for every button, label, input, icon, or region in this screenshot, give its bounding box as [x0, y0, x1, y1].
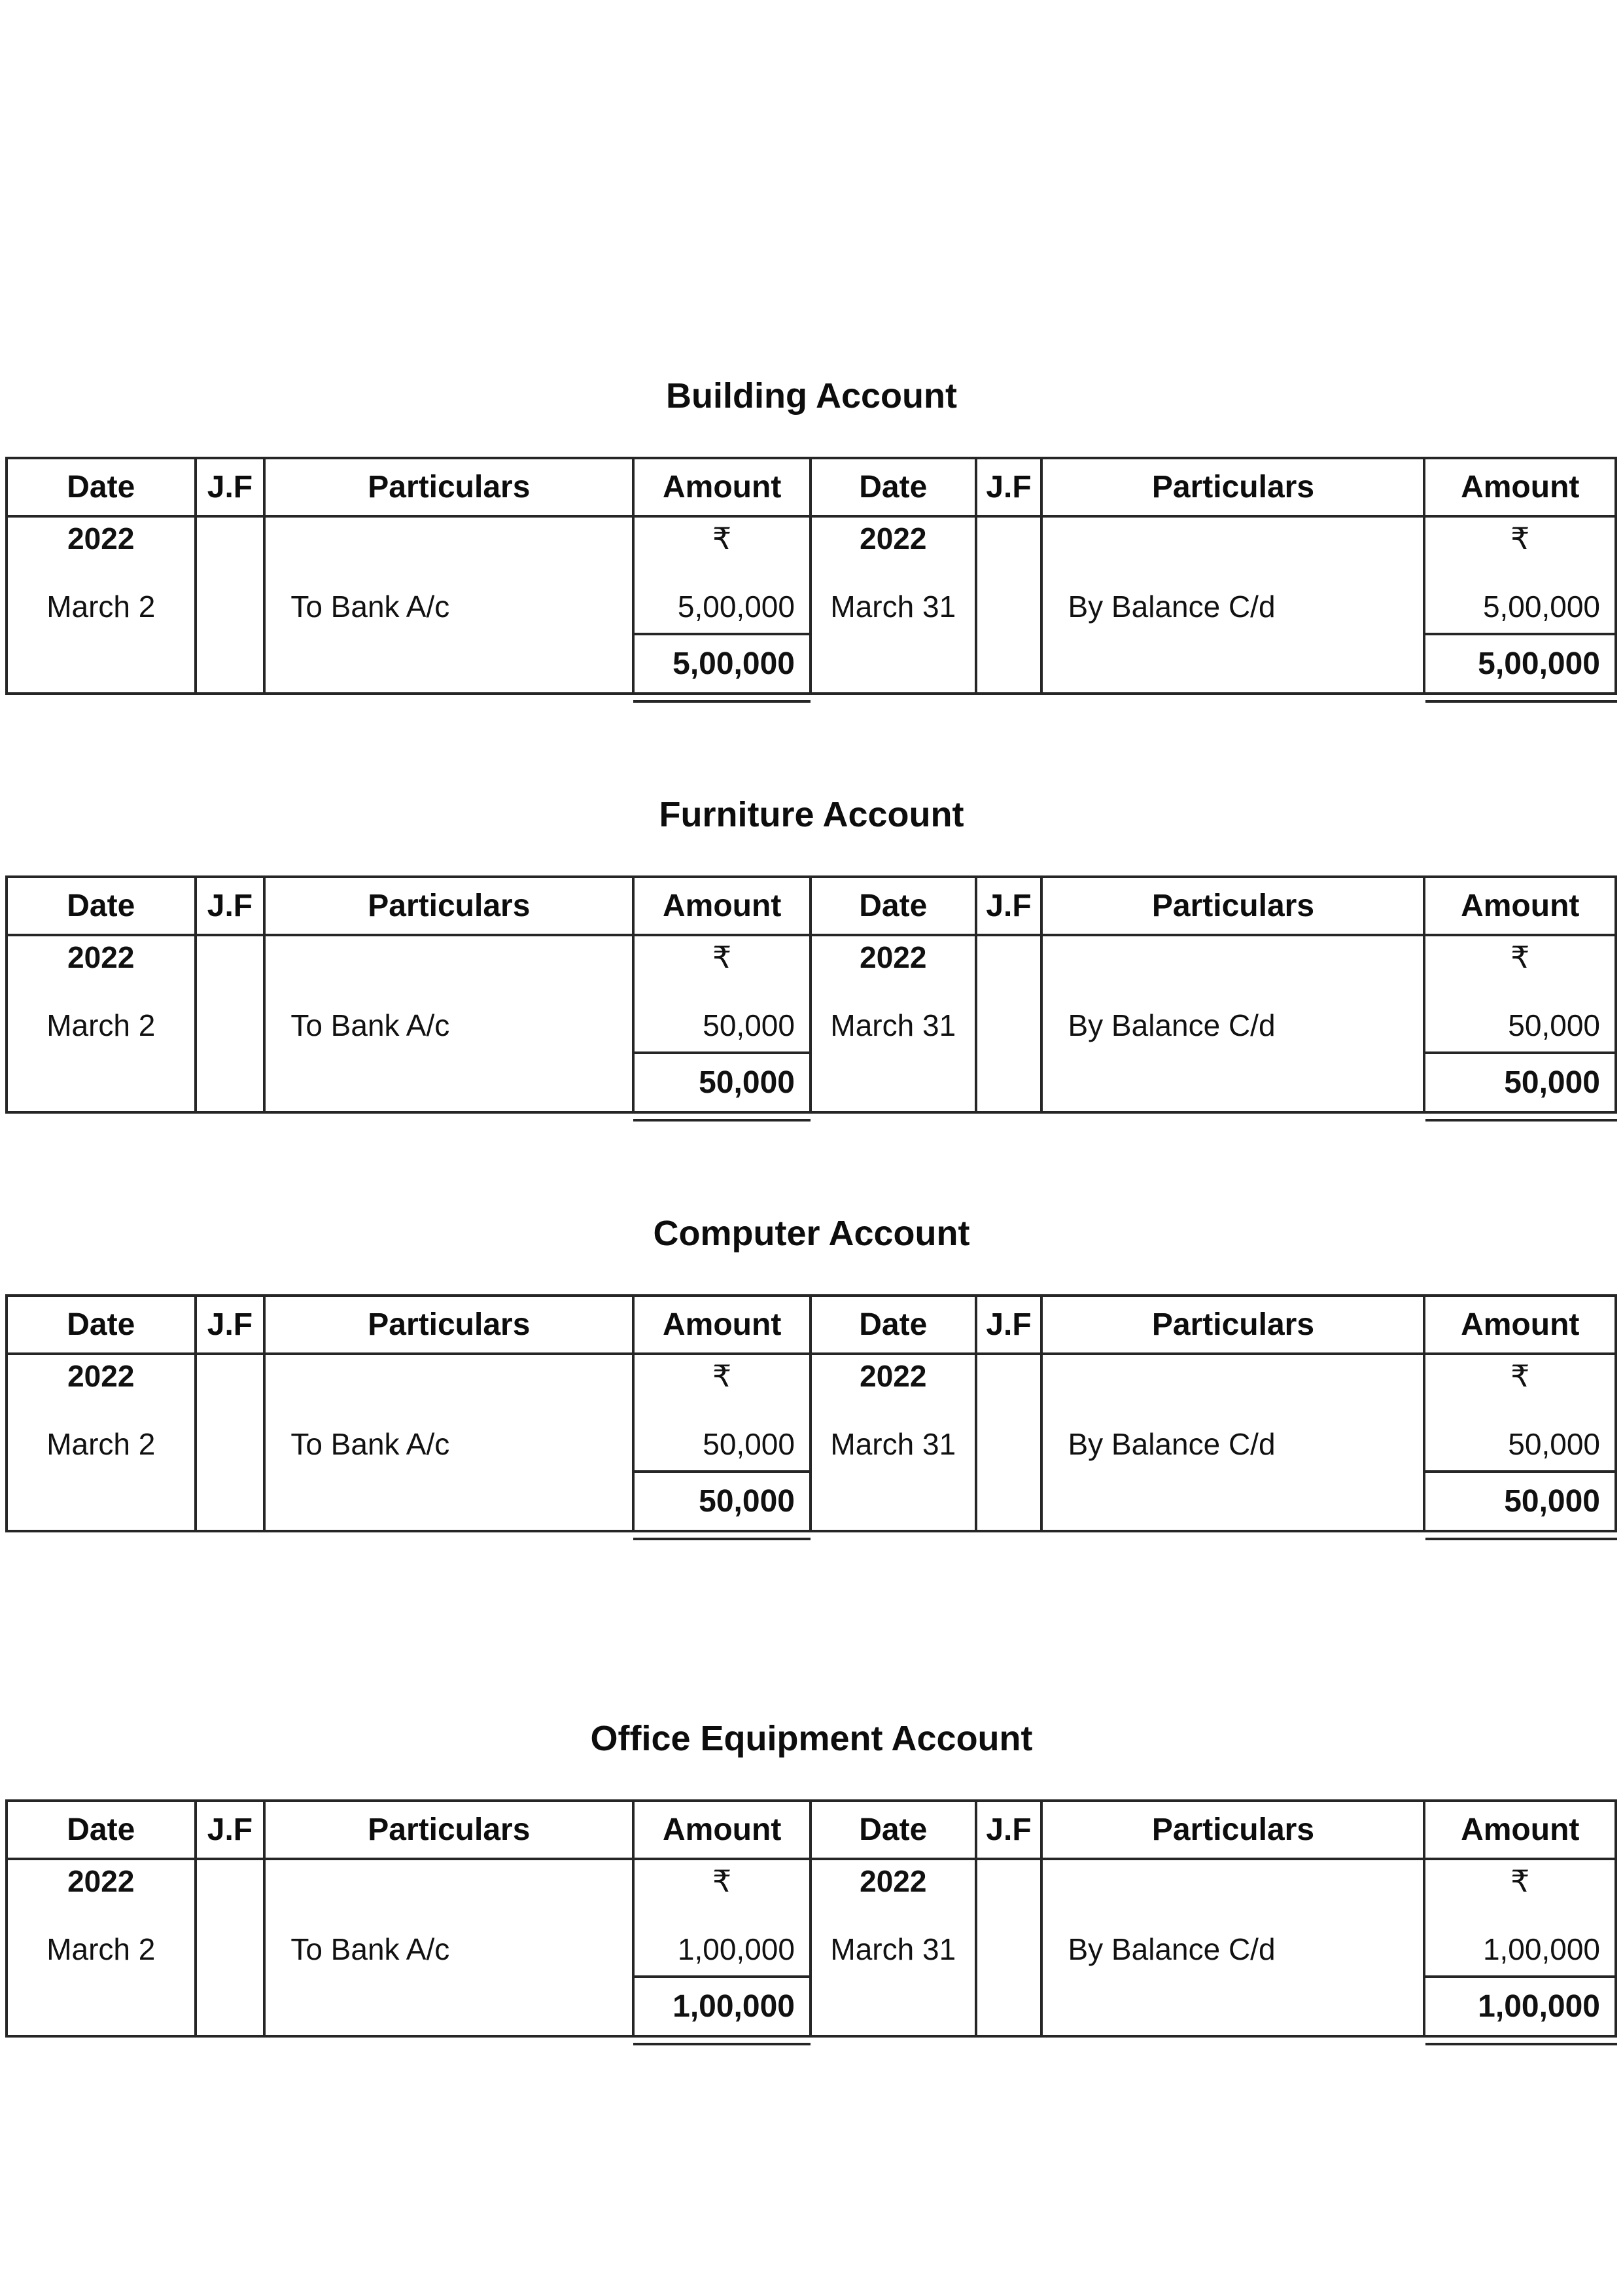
ledger-table: [5, 1799, 1617, 2038]
total-amount-debit: 1,00,000: [633, 1977, 811, 2036]
entry-row: [7, 1859, 1616, 1977]
entry-particulars: To Bank A/c: [290, 1932, 450, 1966]
entry-year: 2022: [860, 521, 927, 556]
col-header-amount-credit: Amount: [1424, 877, 1616, 935]
col-header-particulars-debit: Particulars: [264, 1801, 633, 1859]
blank-line: [1425, 1898, 1614, 1932]
date-cell-debit: [7, 935, 196, 1112]
blank-line: [266, 1359, 632, 1393]
account-section-computer: [0, 1212, 1623, 1532]
entry-date: March 31: [830, 590, 956, 624]
col-header-jf-credit: J.F: [976, 1801, 1042, 1859]
blank-line: [1043, 1393, 1423, 1427]
header-row: [7, 1801, 1616, 1859]
col-header-amount-debit: Amount: [633, 1296, 811, 1354]
entry-date: March 31: [830, 1008, 956, 1042]
amount-cell-credit: [1424, 1859, 1616, 1977]
amount-cell-credit: [1424, 1354, 1616, 1472]
blank-line: [1425, 556, 1614, 590]
total-amount-debit: 50,000: [633, 1472, 811, 1531]
total-amount-credit: 50,000: [1424, 1053, 1616, 1112]
entry-date: March 31: [830, 1427, 956, 1461]
entry-year: 2022: [860, 1864, 927, 1898]
ledger-table-wrap: [5, 1799, 1617, 2038]
blank-line: [8, 1393, 194, 1427]
col-header-amount-credit: Amount: [1424, 1801, 1616, 1859]
total-double-underline-credit: [1425, 700, 1617, 703]
col-header-amount-credit: Amount: [1424, 458, 1616, 516]
entry-particulars: By Balance C/d: [1068, 1932, 1276, 1966]
total-amount-debit: 50,000: [633, 1053, 811, 1112]
date-cell-credit: [811, 1859, 976, 2036]
blank-line: [8, 974, 194, 1008]
entry-amount: 5,00,000: [677, 590, 795, 624]
blank-line: [1425, 1393, 1614, 1427]
col-header-jf-debit: J.F: [196, 1801, 265, 1859]
entry-particulars: To Bank A/c: [290, 1008, 450, 1042]
ledger-table: [5, 457, 1617, 695]
blank-line: [266, 940, 632, 974]
entry-amount: 50,000: [1508, 1008, 1600, 1042]
blank-line: [1425, 974, 1614, 1008]
total-double-underline-debit: [633, 1538, 811, 1540]
date-cell-debit: [7, 1859, 196, 2036]
col-header-date-credit: Date: [811, 1801, 976, 1859]
blank-line: [635, 974, 809, 1008]
entry-particulars: To Bank A/c: [290, 590, 450, 624]
entry-particulars: To Bank A/c: [290, 1427, 450, 1461]
rupee-symbol: ₹: [1510, 940, 1530, 974]
ledger-table-wrap: [5, 875, 1617, 1114]
amount-cell-debit: [633, 516, 811, 634]
entry-amount: 1,00,000: [677, 1932, 795, 1966]
amount-cell-credit: [1424, 935, 1616, 1053]
col-header-particulars-credit: Particulars: [1041, 458, 1424, 516]
particulars-cell-debit: [264, 1354, 633, 1531]
entry-amount: 50,000: [703, 1008, 795, 1042]
particulars-cell-debit: [264, 516, 633, 694]
col-header-particulars-debit: Particulars: [264, 877, 633, 935]
ledger-table: [5, 1294, 1617, 1532]
rupee-symbol: ₹: [712, 521, 732, 556]
col-header-amount-debit: Amount: [633, 877, 811, 935]
jf-cell-credit: [976, 1354, 1042, 1531]
date-cell-credit: [811, 1354, 976, 1531]
entry-date: March 2: [46, 1427, 156, 1461]
col-header-particulars-credit: Particulars: [1041, 1801, 1424, 1859]
total-double-underline-debit: [633, 1119, 811, 1122]
col-header-date-credit: Date: [811, 1296, 976, 1354]
blank-line: [1043, 521, 1423, 556]
header-row: [7, 877, 1616, 935]
total-amount-credit: 50,000: [1424, 1472, 1616, 1531]
ledger-table-wrap: [5, 457, 1617, 695]
rupee-symbol: ₹: [712, 1359, 732, 1393]
col-header-particulars-debit: Particulars: [264, 1296, 633, 1354]
amount-cell-debit: [633, 935, 811, 1053]
jf-cell-credit: [976, 1859, 1042, 2036]
jf-cell-credit: [976, 935, 1042, 1112]
entry-row: [7, 935, 1616, 1053]
amount-cell-debit: [633, 1859, 811, 1977]
entry-year: 2022: [67, 940, 135, 974]
jf-cell-debit: [196, 935, 265, 1112]
account-title: Computer Account: [653, 1214, 970, 1253]
col-header-jf-credit: J.F: [976, 458, 1042, 516]
blank-line: [266, 521, 632, 556]
entry-amount: 50,000: [1508, 1427, 1600, 1461]
total-double-underline-credit: [1425, 2043, 1617, 2045]
particulars-cell-debit: [264, 1859, 633, 2036]
blank-line: [635, 1393, 809, 1427]
particulars-cell-credit: [1041, 1859, 1424, 2036]
entry-year: 2022: [67, 1359, 135, 1393]
ledger-table-wrap: [5, 1294, 1617, 1532]
rupee-symbol: ₹: [712, 940, 732, 974]
particulars-cell-credit: [1041, 1354, 1424, 1531]
col-header-amount-credit: Amount: [1424, 1296, 1616, 1354]
entry-year: 2022: [860, 940, 927, 974]
col-header-amount-debit: Amount: [633, 458, 811, 516]
rupee-symbol: ₹: [1510, 521, 1530, 556]
account-title: Office Equipment Account: [590, 1719, 1033, 1758]
entry-row: [7, 1354, 1616, 1472]
entry-date: March 2: [46, 1008, 156, 1042]
blank-line: [266, 1898, 632, 1932]
date-cell-debit: [7, 1354, 196, 1531]
col-header-jf-credit: J.F: [976, 877, 1042, 935]
jf-cell-debit: [196, 1859, 265, 2036]
ledger-table: [5, 875, 1617, 1114]
entry-amount: 5,00,000: [1482, 590, 1600, 624]
blank-line: [635, 1898, 809, 1932]
particulars-cell-credit: [1041, 935, 1424, 1112]
jf-cell-credit: [976, 516, 1042, 694]
amount-cell-debit: [633, 1354, 811, 1472]
col-header-date-debit: Date: [7, 877, 196, 935]
total-amount-credit: 1,00,000: [1424, 1977, 1616, 2036]
blank-line: [1043, 1359, 1423, 1393]
entry-date: March 2: [46, 1932, 156, 1966]
account-section-building: [0, 374, 1623, 695]
col-header-amount-debit: Amount: [633, 1801, 811, 1859]
col-header-date-debit: Date: [7, 1296, 196, 1354]
blank-line: [812, 974, 975, 1008]
col-header-jf-debit: J.F: [196, 458, 265, 516]
entry-year: 2022: [860, 1359, 927, 1393]
amount-cell-credit: [1424, 516, 1616, 634]
blank-line: [812, 1393, 975, 1427]
col-header-jf-debit: J.F: [196, 877, 265, 935]
entry-year: 2022: [67, 521, 135, 556]
blank-line: [812, 1898, 975, 1932]
col-header-particulars-credit: Particulars: [1041, 1296, 1424, 1354]
account-title: Building Account: [666, 376, 957, 415]
account-section-office-equipment: [0, 1717, 1623, 2038]
blank-line: [1043, 556, 1423, 590]
entry-particulars: By Balance C/d: [1068, 1008, 1276, 1042]
col-header-particulars-credit: Particulars: [1041, 877, 1424, 935]
blank-line: [812, 556, 975, 590]
header-row: [7, 1296, 1616, 1354]
blank-line: [266, 1393, 632, 1427]
entry-year: 2022: [67, 1864, 135, 1898]
total-amount-credit: 5,00,000: [1424, 634, 1616, 694]
col-header-jf-credit: J.F: [976, 1296, 1042, 1354]
account-title: Furniture Account: [659, 795, 964, 834]
entry-particulars: By Balance C/d: [1068, 1427, 1276, 1461]
entry-date: March 2: [46, 590, 156, 624]
entry-amount: 1,00,000: [1482, 1932, 1600, 1966]
rupee-symbol: ₹: [1510, 1864, 1530, 1898]
header-row: [7, 458, 1616, 516]
particulars-cell-debit: [264, 935, 633, 1112]
blank-line: [8, 1898, 194, 1932]
blank-line: [266, 556, 632, 590]
particulars-cell-credit: [1041, 516, 1424, 694]
blank-line: [266, 974, 632, 1008]
blank-line: [635, 556, 809, 590]
rupee-symbol: ₹: [1510, 1359, 1530, 1393]
rupee-symbol: ₹: [712, 1864, 732, 1898]
col-header-date-debit: Date: [7, 458, 196, 516]
col-header-date-debit: Date: [7, 1801, 196, 1859]
jf-cell-debit: [196, 516, 265, 694]
blank-line: [1043, 940, 1423, 974]
total-double-underline-credit: [1425, 1538, 1617, 1540]
account-section-furniture: [0, 793, 1623, 1114]
blank-line: [1043, 1864, 1423, 1898]
entry-particulars: By Balance C/d: [1068, 590, 1276, 624]
total-double-underline-debit: [633, 700, 811, 703]
col-header-date-credit: Date: [811, 458, 976, 516]
blank-line: [1043, 1898, 1423, 1932]
entry-row: [7, 516, 1616, 634]
total-double-underline-credit: [1425, 1119, 1617, 1122]
blank-line: [266, 1864, 632, 1898]
total-double-underline-debit: [633, 2043, 811, 2045]
jf-cell-debit: [196, 1354, 265, 1531]
blank-line: [1043, 974, 1423, 1008]
total-amount-debit: 5,00,000: [633, 634, 811, 694]
col-header-date-credit: Date: [811, 877, 976, 935]
col-header-particulars-debit: Particulars: [264, 458, 633, 516]
entry-amount: 50,000: [703, 1427, 795, 1461]
col-header-jf-debit: J.F: [196, 1296, 265, 1354]
date-cell-debit: [7, 516, 196, 694]
entry-date: March 31: [830, 1932, 956, 1966]
blank-line: [8, 556, 194, 590]
date-cell-credit: [811, 935, 976, 1112]
date-cell-credit: [811, 516, 976, 694]
